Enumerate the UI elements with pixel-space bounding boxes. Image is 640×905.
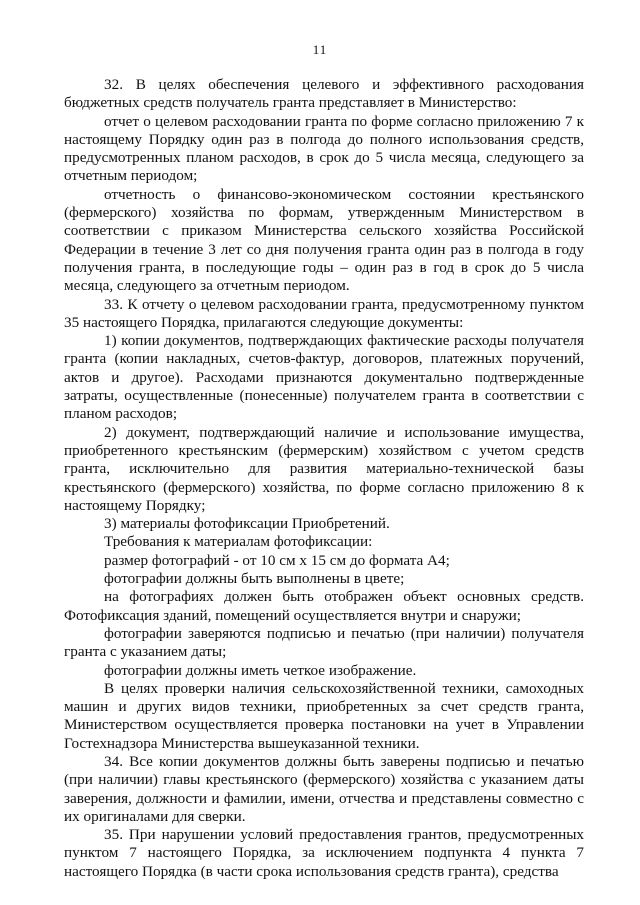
paragraph-33: 33. К отчету о целевом расходовании гранта, предусмотренному пунктом 35 настоящего Порядка, прилагаются следующие документы: bbox=[64, 295, 584, 331]
page-number: 11 bbox=[312, 42, 328, 57]
paragraph-32: 32. В целях обеспечения целевого и эффективного расходования бюджетных средств получатель гранта представляет в Министерство: bbox=[64, 76, 584, 112]
photo-requirement-clarity: фотографии должны иметь четкое изображение. bbox=[104, 661, 417, 679]
paragraph-33-item-1: 1) копии документов, подтверждающих фактические расходы получателя гранта (копии накладных, счетов-фактур, договоров, платежных поручений, актов и другое). Расходами признаются документально подтвержденные затраты, осуществленные (понесенные) получателем гранта в соответствии с планом расходов; bbox=[64, 332, 584, 423]
photo-requirement-color: фотографии должны быть выполнены в цвете; bbox=[104, 570, 405, 588]
document-body bbox=[64, 76, 584, 881]
paragraph-33-item-3: 3) материалы фотофиксации Приобретений. bbox=[104, 515, 390, 533]
photo-requirement-certification: фотографии заверяются подписью и печатью (при наличии) получателя гранта с указанием даты; bbox=[64, 624, 584, 661]
photo-requirements-heading: Требования к материалам фотофиксации: bbox=[104, 533, 373, 551]
paragraph-33-item-2: 2) документ, подтверждающий наличие и использование имущества, приобретенного крестьянским (фермерским) хозяйством с учетом средств гранта, исключительно для развития материально-технической базы крестьянского (фермерского) хозяйства, по форме согласно приложению 8 к настоящему Порядку; bbox=[64, 423, 584, 514]
paragraph-34: 34. Все копии документов должны быть заверены подписью и печатью (при наличии) главы крестьянского (фермерского) хозяйства с указанием даты заверения, должности и фамилии, имени, отчества и представлены совместно с их оригиналами для сверки. bbox=[64, 752, 584, 825]
photo-requirement-object: на фотографиях должен быть отображен объект основных средств. Фотофиксация зданий, помещений осуществляется внутри и снаружи; bbox=[64, 588, 584, 624]
paragraph-35: 35. При нарушении условий предоставления грантов, предусмотренных пунктом 7 настоящего Порядка, за исключением подпункта 4 пункта 7 настоящего Порядка (в части срока использования средств гранта), средства bbox=[64, 826, 584, 880]
paragraph-32-report-item: отчет о целевом расходовании гранта по форме согласно приложению 7 к настоящему Порядку один раз в полгода до полного использования средств, предусмотренных планом расходов, в срок до 5 числа месяца, следующего за отчетным периодом; bbox=[64, 112, 584, 185]
photo-requirement-size: размер фотографий - от 10 см х 15 см до формата А4; bbox=[104, 551, 450, 569]
equipment-check-paragraph: В целях проверки наличия сельскохозяйственной техники, самоходных машин и других видов техники, приобретенных за счет средств гранта, Министерством осуществляется проверка постановки на учет в Управлении Гостехнадзора Министерства вышеуказанной техники. bbox=[64, 679, 584, 752]
paragraph-32-financial-item: отчетность о финансово-экономическом состоянии крестьянского (фермерского) хозяйства по формам, утвержденным Министерством в соответствии с приказом Министерства сельского хозяйства Российской Федерации в течение 3 лет со дня получения гранта один раз в полгода в году получения гранта, в последующие годы – один раз в год в срок до 5 числа месяца, следующего за отчетным периодом. bbox=[64, 185, 584, 295]
